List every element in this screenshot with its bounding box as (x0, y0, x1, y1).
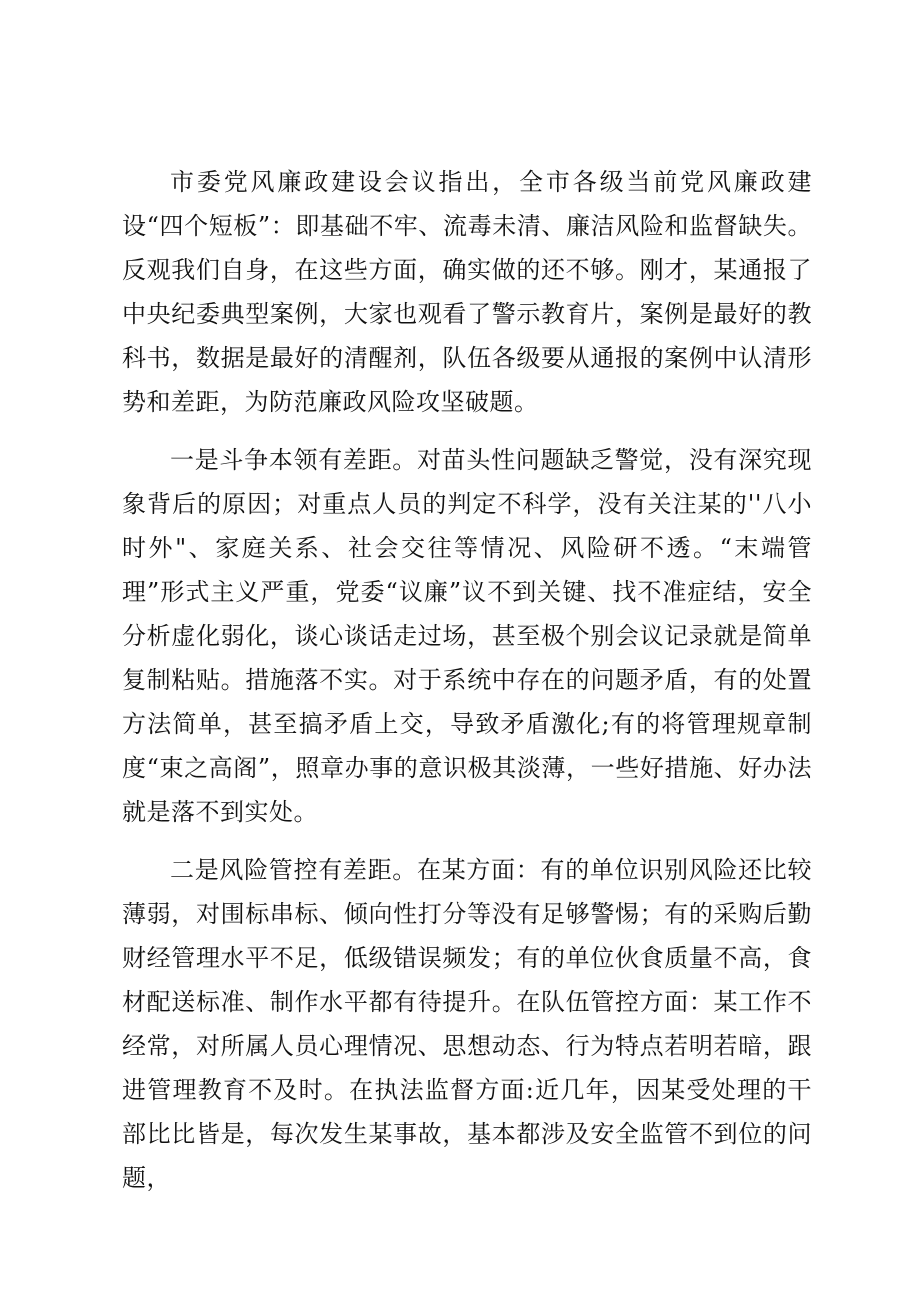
paragraph-struggle-skills-gap: 一是斗争本领有差距。对苗头性问题缺乏警觉，没有深究现象背后的原因；对重点人员的判定不科学，没有关注某的''八小时外"、家庭关系、社会交往等情况、风险研不透。“末端管理”形式主义严重，党委“议廉”议不到关键、找不准症结，安全分析虚化弱化，谈心谈话走过场，甚至极个别会议记录就是简单复制粘贴。措施落不实。对于系统中存在的问题矛盾，有的处置方法简单，甚至搞矛盾上交，导致矛盾激化;有的将管理规章制度“束之高阁”，照章办事的意识极其淡薄，一些好措施、好办法就是落不到实处。 (122, 446, 812, 826)
paragraph-intro: 市委党风廉政建设会议指出，全市各级当前党风廉政建设“四个短板”：即基础不牢、流毒未清、廉洁风险和监督缺失。反观我们自身，在这些方面，确实做的还不够。刚才，某通报了中央纪委典型案例，大家也观看了警示教育片，案例是最好的教科书，数据是最好的清醒剂，队伍各级要从通报的案例中认清形势和差距，为防范廉政风险攻坚破题。 (122, 168, 812, 416)
document-body (122, 160, 812, 1200)
paragraph-risk-control-gap: 二是风险管控有差距。在某方面：有的单位识别风险还比较薄弱，对围标串标、倾向性打分等没有足够警惕；有的采购后勤财经管理水平不足，低级错误频发；有的单位伙食质量不高，食材配送标准、制作水平都有待提升。在队伍管控方面：某工作不经常，对所属人员心理情况、思想动态、行为特点若明若暗，跟进管理教育不及时。在执法监督方面:近几年，因某受处理的干部比比皆是，每次发生某事故，基本都涉及安全监管不到位的问题， (122, 856, 812, 1192)
